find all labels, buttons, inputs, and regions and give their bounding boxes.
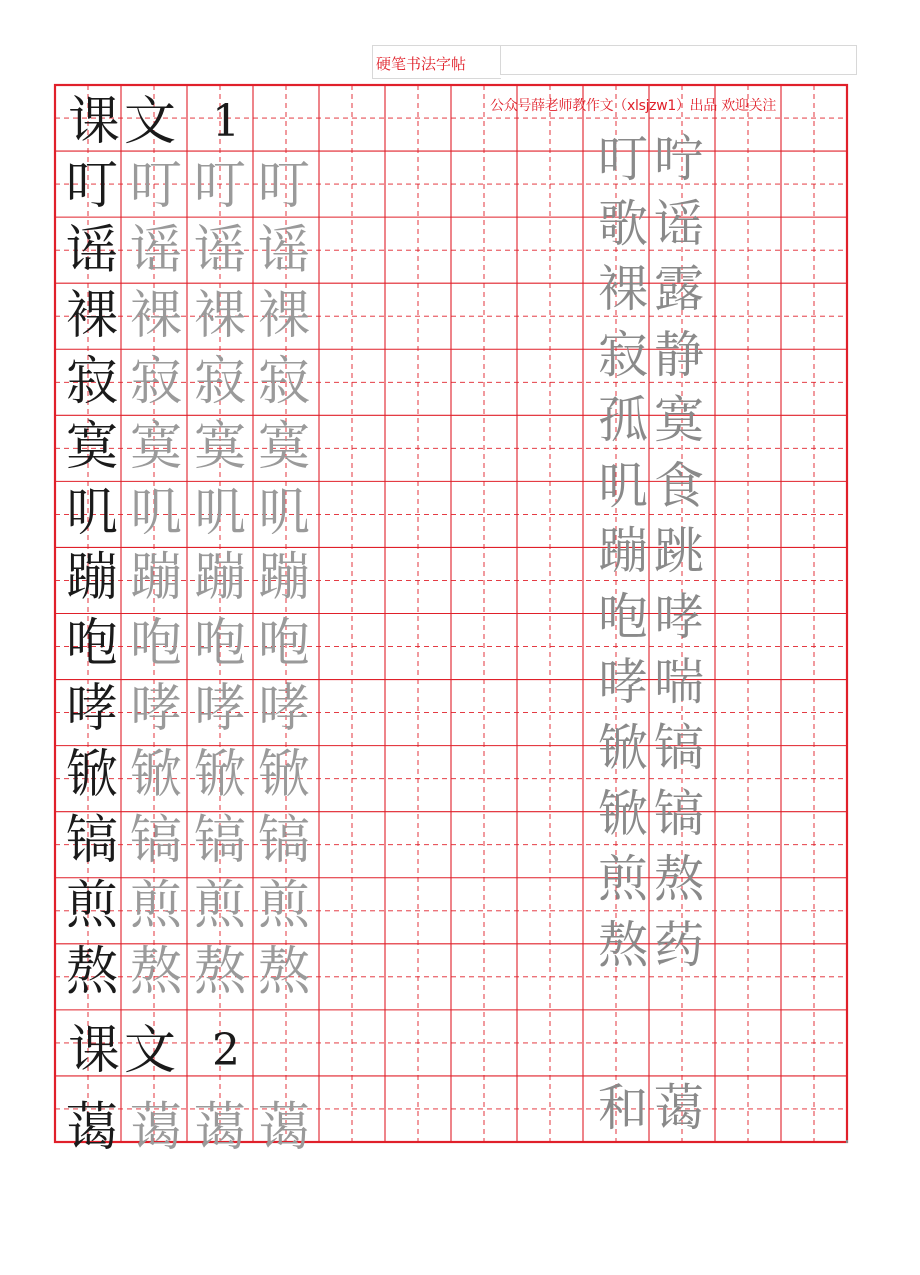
- trace-char: 煎: [258, 876, 311, 936]
- trace-char: 咆: [258, 614, 311, 674]
- lesson-label-char: 文: [124, 92, 177, 152]
- trace-char: 锨: [130, 745, 183, 805]
- trace-char: 哮: [194, 679, 247, 739]
- trace-char: 叮: [130, 156, 183, 216]
- publisher-note: 公众号薛老师教作文（xlsjzw1）出品 欢迎关注: [490, 98, 777, 114]
- trace-char: 蹦: [130, 548, 183, 608]
- trace-char: 锨: [258, 745, 311, 805]
- model-char: 叽: [66, 483, 119, 543]
- vocab-char: 蔼: [654, 1079, 704, 1137]
- trace-char: 镐: [258, 811, 311, 871]
- header-title: 硬笔书法字帖: [376, 55, 467, 73]
- trace-char: 裸: [258, 286, 311, 346]
- trace-char: 蔼: [194, 1098, 247, 1158]
- model-char: 哮: [66, 679, 119, 739]
- trace-char: 叽: [130, 483, 183, 543]
- vocab-char: 歌: [598, 195, 648, 253]
- lesson-label-char: 课: [68, 1021, 121, 1081]
- vocab-char: 静: [654, 326, 704, 384]
- trace-char: 煎: [194, 876, 247, 936]
- lesson-label-char: 文: [124, 1021, 177, 1081]
- model-char: 寞: [66, 417, 119, 477]
- trace-char: 哮: [258, 679, 311, 739]
- vocab-char: 跳: [654, 522, 704, 580]
- vocab-char: 谣: [654, 195, 704, 253]
- vocab-char: 咛: [654, 130, 704, 188]
- vocab-char: 和: [598, 1079, 648, 1137]
- trace-char: 熬: [194, 942, 247, 1002]
- trace-char: 寂: [258, 352, 311, 412]
- trace-char: 蔼: [258, 1098, 311, 1158]
- trace-char: 叮: [258, 156, 311, 216]
- trace-char: 寞: [194, 417, 247, 477]
- trace-char: 咆: [130, 614, 183, 674]
- trace-char: 寞: [130, 417, 183, 477]
- model-char: 咆: [66, 614, 119, 674]
- vocab-char: 喘: [654, 653, 704, 711]
- model-char: 熬: [66, 942, 119, 1002]
- vocab-char: 哮: [598, 653, 648, 711]
- trace-char: 蔼: [130, 1098, 183, 1158]
- vocab-char: 露: [654, 260, 704, 318]
- trace-char: 谣: [130, 221, 183, 281]
- vocab-char: 叮: [598, 130, 648, 188]
- vocab-char: 锨: [598, 719, 648, 777]
- trace-char: 裸: [194, 286, 247, 346]
- trace-char: 叮: [194, 156, 247, 216]
- trace-char: 谣: [194, 221, 247, 281]
- trace-char: 寂: [130, 352, 183, 412]
- vocab-char: 镐: [654, 719, 704, 777]
- trace-char: 蹦: [258, 548, 311, 608]
- trace-char: 寂: [194, 352, 247, 412]
- trace-char: 裸: [130, 286, 183, 346]
- model-char: 谣: [66, 221, 119, 281]
- vocab-char: 哮: [654, 588, 704, 646]
- vocab-char: 孤: [598, 391, 648, 449]
- model-char: 叮: [66, 156, 119, 216]
- trace-char: 煎: [130, 876, 183, 936]
- trace-char: 镐: [194, 811, 247, 871]
- model-char: 镐: [66, 811, 119, 871]
- trace-char: 哮: [130, 679, 183, 739]
- vocab-char: 食: [654, 457, 704, 515]
- trace-char: 叽: [194, 483, 247, 543]
- vocab-char: 裸: [598, 260, 648, 318]
- vocab-char: 锨: [598, 785, 648, 843]
- vocab-char: 熬: [598, 916, 648, 974]
- model-char: 煎: [66, 876, 119, 936]
- trace-char: 锨: [194, 745, 247, 805]
- trace-char: 镐: [130, 811, 183, 871]
- vocab-char: 叽: [598, 457, 648, 515]
- lesson-number: 2: [212, 1025, 240, 1076]
- model-char: 蔼: [66, 1098, 119, 1158]
- vocab-char: 镐: [654, 785, 704, 843]
- vocab-char: 寞: [654, 391, 704, 449]
- trace-char: 蹦: [194, 548, 247, 608]
- trace-char: 叽: [258, 483, 311, 543]
- trace-char: 寞: [258, 417, 311, 477]
- vocab-char: 咆: [598, 588, 648, 646]
- page-mark: [846, 1140, 848, 1143]
- model-char: 裸: [66, 286, 119, 346]
- vocab-char: 熬: [654, 850, 704, 908]
- vocab-char: 蹦: [598, 522, 648, 580]
- lesson-label-char: 课: [68, 92, 121, 152]
- vocab-char: 寂: [598, 326, 648, 384]
- model-char: 锨: [66, 745, 119, 805]
- model-char: 寂: [66, 352, 119, 412]
- trace-char: 熬: [258, 942, 311, 1002]
- trace-char: 谣: [258, 221, 311, 281]
- vocab-char: 药: [654, 916, 704, 974]
- trace-char: 咆: [194, 614, 247, 674]
- vocab-char: 煎: [598, 850, 648, 908]
- model-char: 蹦: [66, 548, 119, 608]
- trace-char: 熬: [130, 942, 183, 1002]
- lesson-number: 1: [212, 96, 240, 147]
